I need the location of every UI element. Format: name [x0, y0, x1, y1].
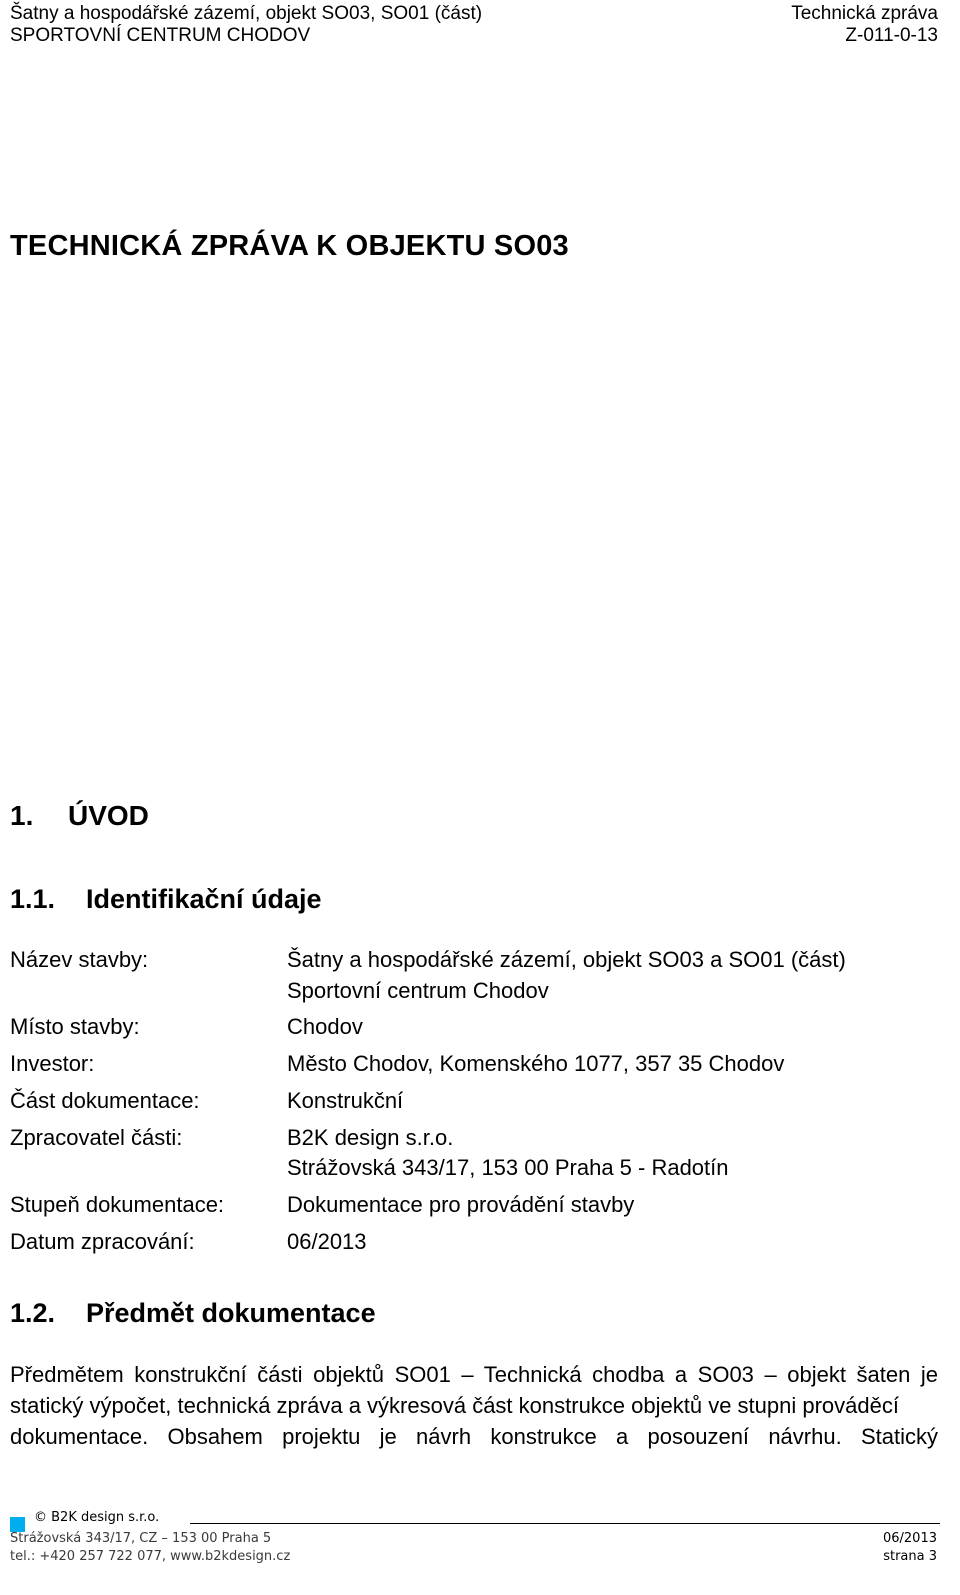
- cast-dokumentace-label: Část dokumentace:: [10, 1088, 200, 1113]
- stupen-dokumentace-value: Dokumentace pro provádění stavby: [287, 1192, 635, 1217]
- paragraph-last-line: dokumentace. Obsahem projektu je návrh konstrukce a posouzení návrhu. Statický: [10, 1424, 938, 1449]
- nazev-stavby-value-2: Sportovní centrum Chodov: [287, 978, 549, 1003]
- zpracovatel-value: B2K design s.r.o.: [287, 1125, 454, 1150]
- datum-zpracovani-value: 06/2013: [287, 1229, 367, 1254]
- header-center-name: SPORTOVNÍ CENTRUM CHODOV: [10, 25, 311, 46]
- header-project-title: Šatny a hospodářské zázemí, objekt SO03, SO01 (část): [10, 3, 483, 24]
- nazev-stavby-value: Šatny a hospodářské zázemí, objekt SO03 a SO01 (část): [287, 947, 846, 972]
- header-doc-type: Technická zpráva: [791, 3, 938, 24]
- nazev-stavby-label: Název stavby:: [10, 947, 149, 972]
- section-1-number: 1.: [10, 800, 34, 831]
- misto-stavby-label: Místo stavby:: [10, 1014, 140, 1039]
- body-paragraph: [10, 1359, 938, 1452]
- section-1-1-number: 1.1.: [10, 884, 56, 914]
- section-1-2-title: Předmět dokumentace: [86, 1298, 376, 1328]
- zpracovatel-label: Zpracovatel části:: [10, 1125, 183, 1150]
- investor-label: Investor:: [10, 1051, 95, 1076]
- footer-page-number: strana 3: [883, 1549, 937, 1564]
- footer-copyright: © B2K design s.r.o.: [34, 1510, 160, 1525]
- footer-date: 06/2013: [882, 1531, 937, 1546]
- misto-stavby-value: Chodov: [287, 1014, 363, 1039]
- datum-zpracovani-label: Datum zpracování:: [10, 1229, 195, 1254]
- investor-value: Město Chodov, Komenského 1077, 357 35 Chodov: [287, 1051, 785, 1076]
- zpracovatel-address: Strážovská 343/17, 153 00 Praha 5 - Radotín: [287, 1155, 729, 1180]
- footer-divider: [190, 1523, 940, 1524]
- cast-dokumentace-value: Konstrukční: [287, 1088, 404, 1113]
- footer-address: Strážovská 343/17, CZ – 153 00 Praha 5: [10, 1531, 272, 1546]
- header-doc-number: Z-011-0-13: [845, 25, 938, 46]
- section-1-2-number: 1.2.: [10, 1298, 56, 1328]
- footer-contact: tel.: +420 257 722 077, www.b2kdesign.cz: [10, 1549, 291, 1564]
- stupen-dokumentace-label: Stupeň dokumentace:: [10, 1192, 225, 1217]
- page-title: TECHNICKÁ ZPRÁVA K OBJEKTU SO03: [10, 230, 569, 262]
- section-1-1-title: Identifikační údaje: [86, 884, 322, 914]
- paragraph-text: Předmětem konstrukční části objektů SO01 – Technická chodba a SO03 – objekt šaten je statický výpočet, technická zpráva a výkresová část konstrukce objektů ve stupni prováděcí: [10, 1362, 938, 1418]
- section-1-title: ÚVOD: [68, 800, 149, 831]
